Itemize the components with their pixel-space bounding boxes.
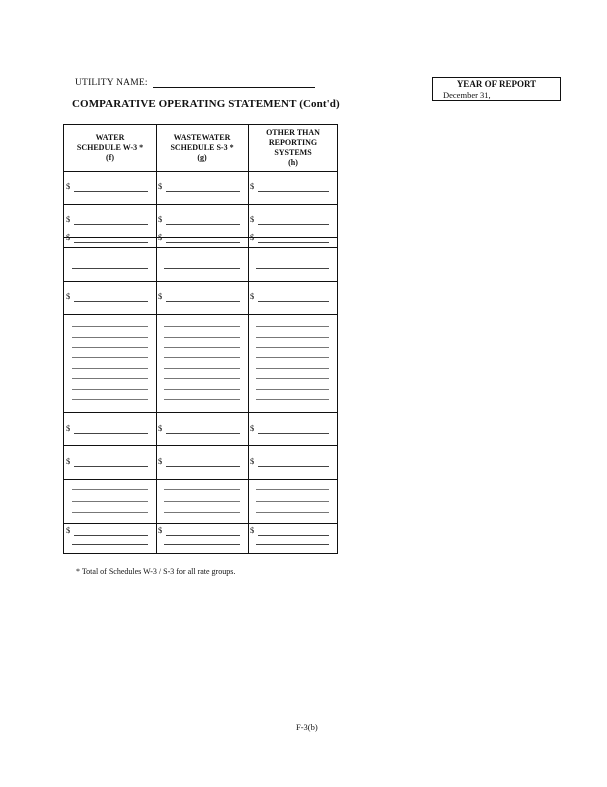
column-header-line: WASTEWATER <box>173 133 231 142</box>
entry-line[interactable] <box>256 326 329 327</box>
entry-line[interactable] <box>72 512 148 513</box>
dollar-sign: $ <box>158 232 163 242</box>
dollar-sign: $ <box>66 291 71 301</box>
dollar-sign: $ <box>158 423 163 433</box>
entry-line[interactable] <box>258 191 329 192</box>
dollar-sign: $ <box>66 214 71 224</box>
column-header-line: (h) <box>288 158 298 167</box>
dollar-sign: $ <box>158 525 163 535</box>
entry-line[interactable] <box>72 544 148 545</box>
entry-line[interactable] <box>164 337 240 338</box>
entry-line[interactable] <box>74 466 148 467</box>
entry-line[interactable] <box>164 512 240 513</box>
entry-line[interactable] <box>256 544 329 545</box>
year-of-report-title: YEAR OF REPORT <box>456 79 537 89</box>
entry-line[interactable] <box>164 268 240 269</box>
entry-line[interactable] <box>256 357 329 358</box>
utility-name-label: UTILITY NAME: <box>75 78 148 88</box>
entry-line[interactable] <box>256 489 329 490</box>
dollar-sign: $ <box>66 232 71 242</box>
entry-line[interactable] <box>256 337 329 338</box>
entry-line[interactable] <box>166 191 240 192</box>
entry-line[interactable] <box>72 489 148 490</box>
dollar-sign: $ <box>158 291 163 301</box>
row-divider <box>64 247 337 248</box>
row-divider <box>64 445 337 446</box>
entry-line[interactable] <box>164 399 240 400</box>
entry-line[interactable] <box>72 337 148 338</box>
entry-line[interactable] <box>74 535 148 536</box>
entry-line[interactable] <box>72 501 148 502</box>
entry-line[interactable] <box>256 347 329 348</box>
entry-line[interactable] <box>72 357 148 358</box>
entry-line[interactable] <box>72 399 148 400</box>
column-divider <box>248 125 249 553</box>
entry-line[interactable] <box>258 224 329 225</box>
page-number: F-3(b) <box>296 722 318 732</box>
entry-line[interactable] <box>72 326 148 327</box>
entry-line[interactable] <box>72 378 148 379</box>
entry-line[interactable] <box>74 224 148 225</box>
entry-line[interactable] <box>164 326 240 327</box>
entry-line[interactable] <box>166 301 240 302</box>
dollar-sign: $ <box>158 181 163 191</box>
entry-line[interactable] <box>258 242 329 243</box>
entry-line[interactable] <box>72 389 148 390</box>
entry-line[interactable] <box>256 389 329 390</box>
entry-line[interactable] <box>164 501 240 502</box>
column-header-line: WATER <box>95 133 125 142</box>
entry-line[interactable] <box>256 368 329 369</box>
column-header-wastewater <box>156 125 248 171</box>
page-title: COMPARATIVE OPERATING STATEMENT (Cont'd) <box>72 98 340 110</box>
row-divider <box>64 523 337 524</box>
column-header-water <box>64 125 156 171</box>
entry-line[interactable] <box>164 378 240 379</box>
column-header-line: SYSTEMS <box>274 148 312 157</box>
dollar-sign: $ <box>250 291 255 301</box>
row-divider <box>64 237 337 238</box>
dollar-sign: $ <box>158 214 163 224</box>
dollar-sign: $ <box>66 525 71 535</box>
entry-line[interactable] <box>256 378 329 379</box>
footnote: * Total of Schedules W-3 / S-3 for all rate groups. <box>76 567 236 576</box>
column-header-line: OTHER THAN <box>266 128 320 137</box>
entry-line[interactable] <box>166 433 240 434</box>
entry-line[interactable] <box>256 399 329 400</box>
entry-line[interactable] <box>74 242 148 243</box>
entry-line[interactable] <box>256 268 329 269</box>
entry-line[interactable] <box>164 544 240 545</box>
dollar-sign: $ <box>250 181 255 191</box>
row-divider <box>64 314 337 315</box>
entry-line[interactable] <box>166 242 240 243</box>
dollar-sign: $ <box>250 423 255 433</box>
row-divider <box>64 479 337 480</box>
entry-line[interactable] <box>72 268 148 269</box>
row-divider <box>64 204 337 205</box>
dollar-sign: $ <box>158 456 163 466</box>
dollar-sign: $ <box>66 181 71 191</box>
column-divider <box>156 125 157 553</box>
dollar-sign: $ <box>66 456 71 466</box>
entry-line[interactable] <box>164 389 240 390</box>
year-of-report-box <box>432 77 561 101</box>
entry-line[interactable] <box>258 301 329 302</box>
row-divider <box>64 281 337 282</box>
dollar-sign: $ <box>250 214 255 224</box>
row-divider <box>64 171 337 172</box>
dollar-sign: $ <box>250 456 255 466</box>
entry-line[interactable] <box>164 357 240 358</box>
entry-line[interactable] <box>258 433 329 434</box>
comparative-statement-table <box>63 124 338 554</box>
entry-line[interactable] <box>74 433 148 434</box>
entry-line[interactable] <box>164 368 240 369</box>
entry-line[interactable] <box>258 466 329 467</box>
entry-line[interactable] <box>72 347 148 348</box>
year-of-report-date: December 31, <box>443 90 491 100</box>
entry-line[interactable] <box>164 489 240 490</box>
column-header-other-systems <box>248 125 338 171</box>
entry-line[interactable] <box>72 368 148 369</box>
entry-line[interactable] <box>166 224 240 225</box>
column-header-line: REPORTING <box>268 138 318 147</box>
entry-line[interactable] <box>74 301 148 302</box>
column-header-line: (f) <box>106 153 114 162</box>
column-header-line: (g) <box>197 153 207 162</box>
dollar-sign: $ <box>66 423 71 433</box>
entry-line[interactable] <box>256 512 329 513</box>
column-header-line: SCHEDULE S-3 * <box>170 143 234 152</box>
row-divider <box>64 412 337 413</box>
entry-line[interactable] <box>74 191 148 192</box>
column-header-line: SCHEDULE W-3 * <box>76 143 144 152</box>
entry-line[interactable] <box>164 347 240 348</box>
entry-line[interactable] <box>166 466 240 467</box>
utility-name-field[interactable] <box>153 87 315 88</box>
dollar-sign: $ <box>250 525 255 535</box>
entry-line[interactable] <box>258 535 329 536</box>
entry-line[interactable] <box>166 535 240 536</box>
entry-line[interactable] <box>256 501 329 502</box>
dollar-sign: $ <box>250 232 255 242</box>
